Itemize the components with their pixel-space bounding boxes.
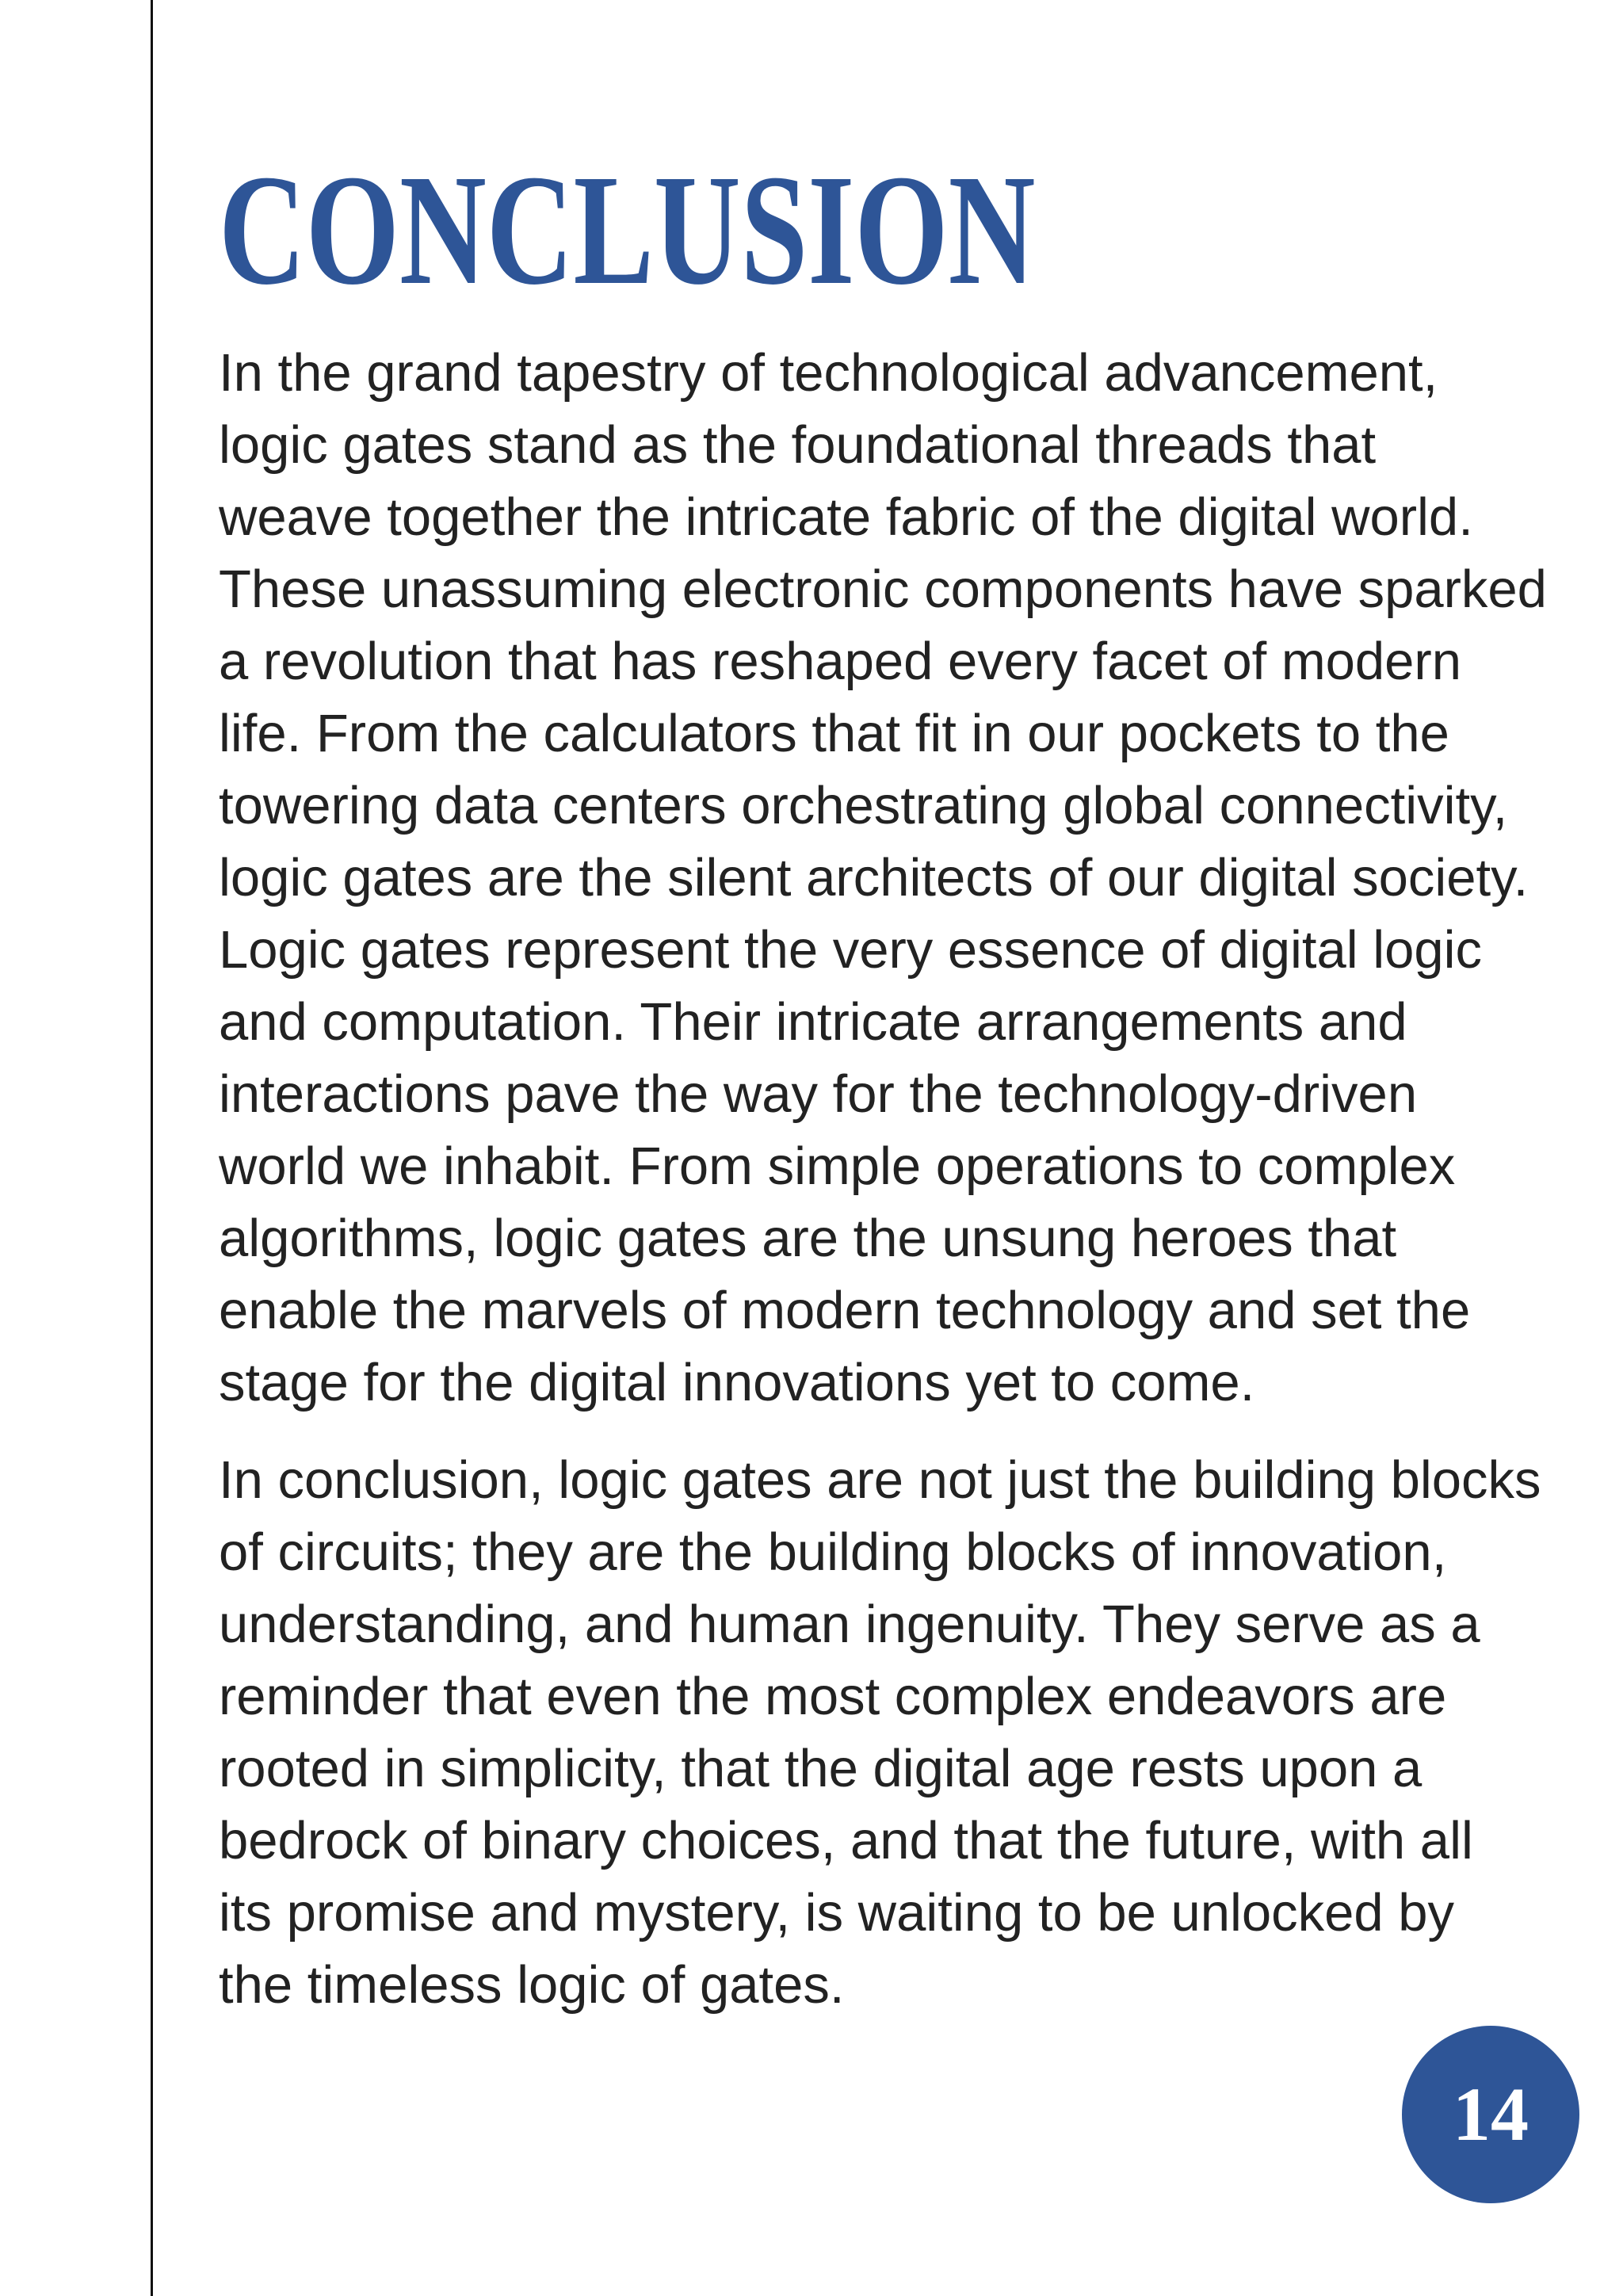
text-line: life. From the calculators that fit in our pockets to the (219, 704, 1449, 763)
text-line: These unassuming electronic components have sparked (219, 560, 1547, 619)
text-line: reminder that even the most complex endeavors are (219, 1667, 1447, 1726)
text-line: of circuits; they are the building blocks of innovation, (219, 1522, 1447, 1582)
text-line: stage for the digital innovations yet to come. (219, 1353, 1255, 1412)
page-number: 14 (1453, 2072, 1529, 2157)
page-title: CONCLUSION (219, 143, 1036, 318)
text-line: logic gates are the silent architects of our digital society. (219, 848, 1529, 907)
text-line: enable the marvels of modern technology and set the (219, 1281, 1471, 1340)
body-text (219, 337, 1582, 2021)
paragraph-1 (219, 337, 1582, 1419)
text-line: interactions pave the way for the technology-driven (219, 1064, 1418, 1124)
text-line: weave together the intricate fabric of the digital world. (219, 487, 1473, 547)
text-line: rooted in simplicity, that the digital age rests upon a (219, 1739, 1423, 1798)
text-line: In the grand tapestry of technological advancement, (219, 343, 1438, 403)
text-line: algorithms, logic gates are the unsung heroes that (219, 1209, 1397, 1268)
page-number-badge (1402, 2026, 1579, 2203)
text-line: its promise and mystery, is waiting to be unlocked by (219, 1883, 1455, 1943)
text-line: world we inhabit. From simple operations to complex (219, 1137, 1456, 1196)
text-line: Logic gates represent the very essence of digital logic (219, 920, 1483, 980)
text-line: a revolution that has reshaped every facet of modern (219, 632, 1461, 691)
paragraph-2 (219, 1444, 1582, 2021)
text-line: logic gates stand as the foundational threads that (219, 415, 1377, 475)
text-line: towering data centers orchestrating global connectivity, (219, 776, 1508, 835)
left-margin-rule (151, 0, 153, 2296)
text-line: understanding, and human ingenuity. They serve as a (219, 1595, 1480, 1654)
text-line: the timeless logic of gates. (219, 1955, 845, 2015)
text-line: bedrock of binary choices, and that the future, with all (219, 1811, 1473, 1870)
text-line: and computation. Their intricate arrangements and (219, 992, 1407, 1052)
text-line: In conclusion, logic gates are not just the building blocks (219, 1450, 1541, 1510)
